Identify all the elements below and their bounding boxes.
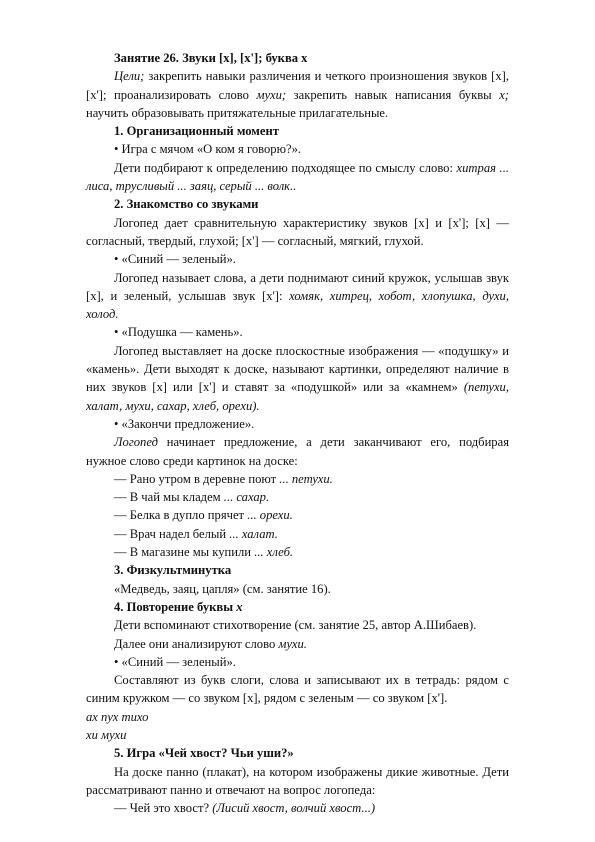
game-2-words: (петухи, халат, мухи, сахар, хлеб, орехи). — [86, 380, 509, 413]
document-page — [86, 49, 509, 817]
sentence-item — [86, 488, 509, 506]
sentence-text: — В чай мы кладем — [114, 490, 224, 505]
section-5-heading: 5. Игра «Чей хвост? Чьи уши?» — [114, 746, 294, 761]
section-2-intro: Логопед дает сравнительную характеристику звуков [х] и [х']; [х] — согласный, твердый, глухой; [х'] — согласный, мягкий, глухой. — [86, 215, 509, 248]
goals-text-1: закрепить навыки различения и четкого произношения звуков [х], [х']; проанализировать слово — [86, 69, 509, 102]
game-2-text: Логопед выставляет на доске плоскостные изображения — «подушку» и «камень». Дети выходят к доске, называют картинки, определяют наличие в них звуков [х] или [х'] и ставят за «подушкой» или за «камнем» — [86, 343, 509, 395]
section-2-game-2-text — [86, 342, 509, 415]
sentence-text: — Врач надел белый — [114, 526, 230, 541]
section-4-p3: Составляют из букв слоги, слова и записывают их в тетрадь: рядом с синим кружком — со звуком [х], рядом с зеленым — со звуком [х']. — [86, 673, 509, 706]
section-4-letter: х — [236, 599, 243, 614]
sentence-answer: ... халат. — [229, 526, 278, 541]
sentence-list — [86, 470, 509, 561]
game-3-speaker: Логопед — [114, 435, 158, 450]
goals-word-1: мухи; — [256, 87, 287, 102]
section-1-heading: 1. Организационный момент — [114, 124, 279, 139]
section-5-answer: (Лисий хвост, волчий хвост...) — [212, 801, 376, 816]
sentence-item — [86, 506, 509, 524]
syllables-line-1: ах пух тихо — [86, 709, 149, 724]
sentence-text: — Рано утром в деревне поют — [114, 471, 280, 486]
section-5-question-text: — Чей это хвост? — [114, 801, 213, 816]
lesson-title — [86, 49, 509, 67]
section-4-heading-text: 4. Повторение буквы — [114, 599, 237, 614]
section-5-question — [86, 799, 509, 817]
section-1-game: • Игра с мячом «О ком я говорю?». — [114, 142, 302, 157]
game-1-text: Логопед называет слова, а дети поднимают синий кружок, услышав звук [х], и зеленый, услышав звук [х']: — [86, 270, 509, 303]
section-1-text — [86, 159, 509, 196]
section-4-game: • «Синий — зеленый». — [114, 654, 236, 669]
sentence-item — [86, 543, 509, 561]
section-4-heading — [86, 598, 509, 616]
sentence-text: — В магазине мы купили — [114, 545, 255, 560]
section-5-p1: На доске панно (плакат), на котором изображены дикие животные. Дети рассматривают панно и отвечают на вопрос логопеда: — [86, 764, 509, 797]
section-2-game-1: • «Синий — зеленый». — [114, 252, 236, 267]
sentence-answer: ... хлеб. — [254, 545, 294, 560]
section-4-p2-text: Далее они анализируют слово — [114, 636, 279, 651]
section-2-game-3: • «Закончи предложение». — [114, 416, 255, 431]
section-1-text-body: Дети подбирают к определению подходящее по смыслу слово: — [114, 160, 457, 175]
sentence-text: — Белка в дупло прячет — [114, 508, 248, 523]
lesson-title-text: Занятие 26. Звуки [х], [х']; буква х — [114, 51, 308, 65]
section-4-p2 — [86, 635, 509, 653]
goals-paragraph — [86, 67, 509, 122]
sentence-item — [86, 525, 509, 543]
game-1-words: хомяк, хитрец, хобот, хлопушка, духи, холод. — [86, 288, 509, 322]
section-1-words: хитрая ... лиса, трусливый ... заяц, серый ... волк.. — [86, 160, 509, 194]
sentence-answer: ... сахар. — [223, 490, 270, 505]
section-3-heading: 3. Физкультминутка — [114, 563, 232, 578]
syllables-line-2: хи мухи — [86, 727, 127, 742]
section-2-heading: 2. Знакомство со звуками — [114, 197, 259, 212]
goals-word-2: х; — [499, 87, 509, 102]
section-2-game-1-text — [86, 269, 509, 324]
goals-label: Цели; — [114, 69, 145, 84]
section-4-p2-word: мухи. — [278, 636, 307, 651]
section-2-game-2: • «Подушка — камень». — [114, 325, 243, 340]
sentence-item — [86, 470, 509, 488]
goals-text-2: закрепить навык написания буквы — [286, 87, 500, 102]
section-3-text: «Медведь, заяц, цапля» (см. занятие 16). — [114, 581, 331, 596]
goals-text-3: научить образовывать притяжательные прилагательные. — [86, 105, 389, 120]
section-2-game-3-text — [86, 433, 509, 470]
game-3-text: начинает предложение, а дети заканчивают его, подбирая нужное слово среди картинок на доске: — [86, 435, 509, 468]
section-4-p1: Дети вспоминают стихотворение (см. занятие 25, автор А.Шибаев). — [114, 618, 477, 633]
sentence-answer: ... орехи. — [247, 508, 293, 523]
sentence-answer: ... петухи. — [279, 471, 333, 486]
